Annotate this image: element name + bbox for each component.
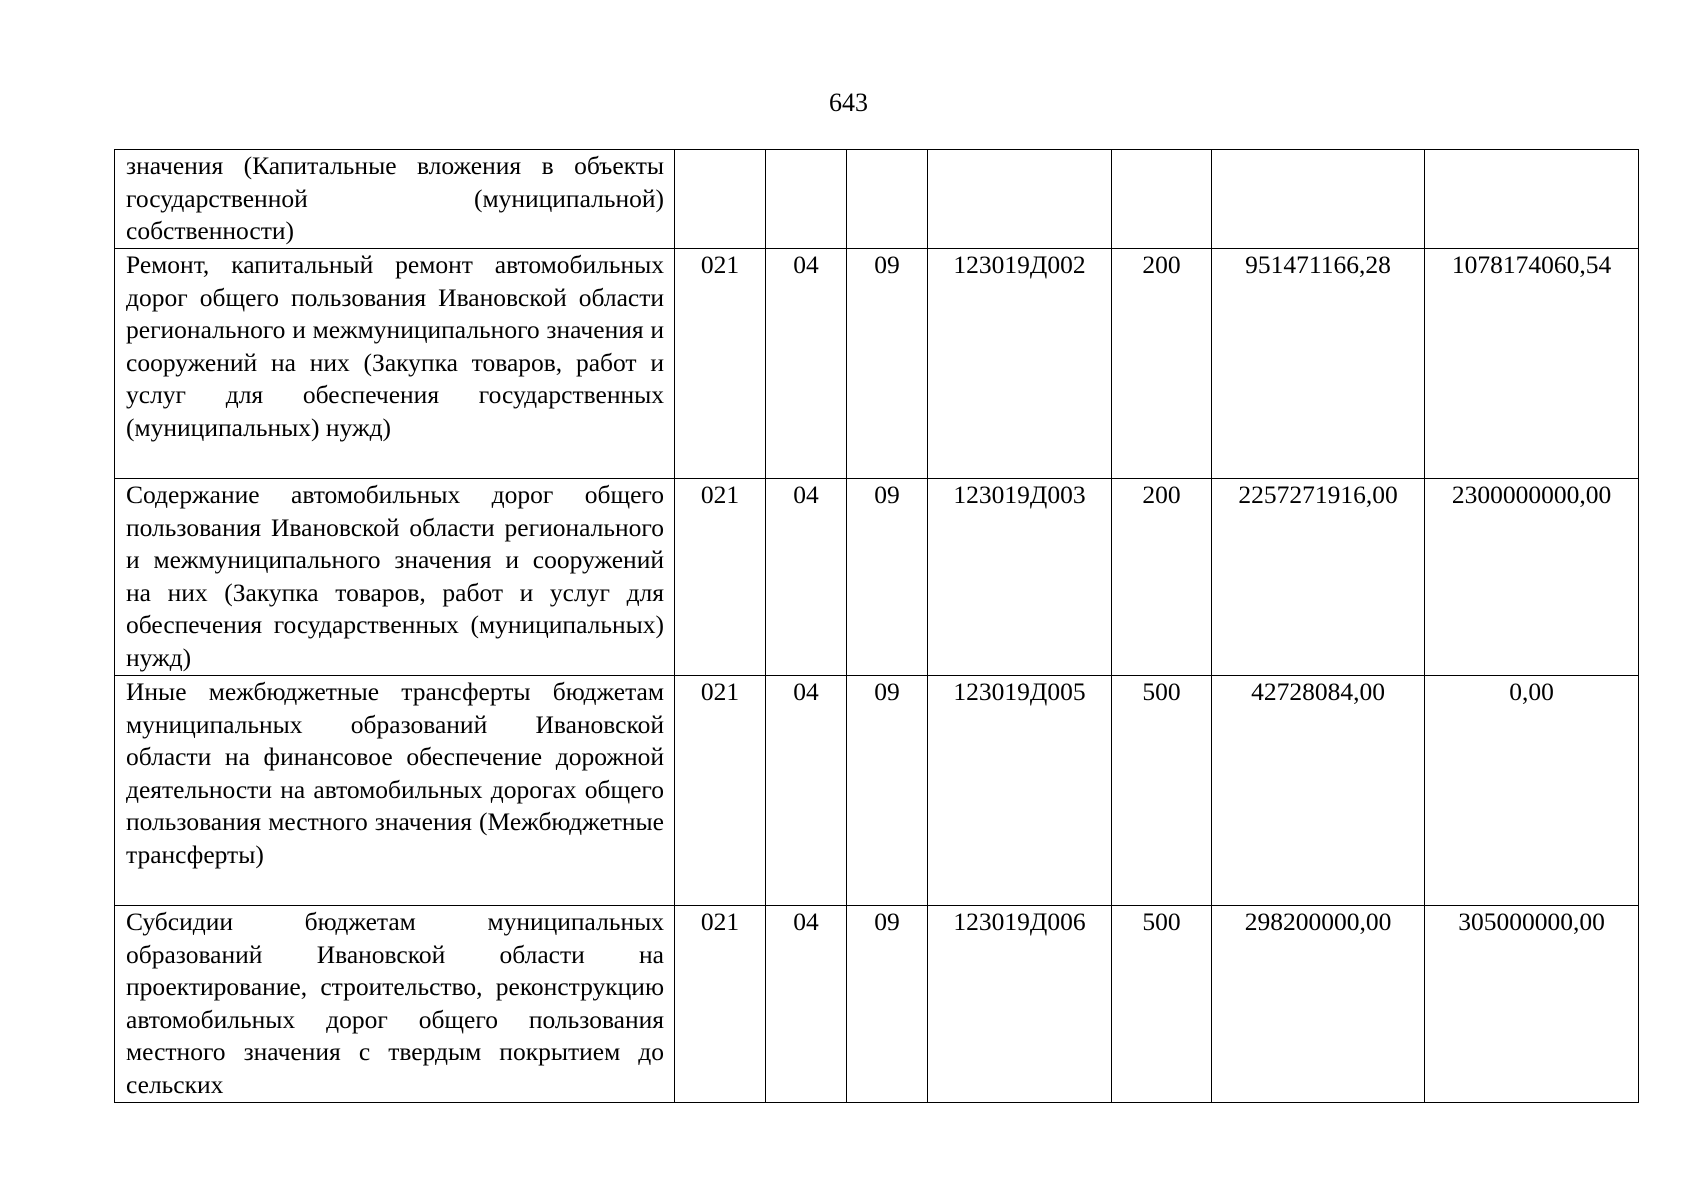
- cell-sum-1: 42728084,00: [1212, 676, 1425, 906]
- cell-rz: 04: [766, 479, 847, 676]
- cell-gr: [675, 150, 766, 249]
- cell-pr: 09: [847, 479, 928, 676]
- cell-sum-2: [1425, 150, 1639, 249]
- cell-csr: 123019Д005: [928, 676, 1112, 906]
- cell-csr: 123019Д003: [928, 479, 1112, 676]
- table-row: [115, 906, 1639, 1103]
- cell-rz: 04: [766, 676, 847, 906]
- table-row: [115, 676, 1639, 906]
- cell-csr: 123019Д002: [928, 249, 1112, 479]
- table-row: [115, 249, 1639, 479]
- budget-table: [114, 149, 1639, 1103]
- cell-rz: [766, 150, 847, 249]
- row-description: значения (Капитальные вложения в объекты государственной (муниципальной) собственности): [115, 150, 675, 249]
- row-description: Ремонт, капитальный ремонт автомобильных дорог общего пользования Ивановской области регионального и межмуниципального значения и сооружений на них (Закупка товаров, работ и услуг для обеспечения государственных (муниципальных) нужд): [115, 249, 675, 479]
- cell-csr: 123019Д006: [928, 906, 1112, 1103]
- row-description: Содержание автомобильных дорог общего пользования Ивановской области регионального и межмуниципального значения и сооружений на них (Закупка товаров, работ и услуг для обеспечения государственных (муниципальных) нужд): [115, 479, 675, 676]
- cell-vr: [1112, 150, 1212, 249]
- row-description: Субсидии бюджетам муниципальных образований Ивановской области на проектирование, строительство, реконструкцию автомобильных дорог общего пользования местного значения с твердым покрытием до сельских: [115, 906, 675, 1103]
- cell-sum-2: 305000000,00: [1425, 906, 1639, 1103]
- cell-vr: 500: [1112, 676, 1212, 906]
- cell-pr: 09: [847, 676, 928, 906]
- table-row: [115, 479, 1639, 676]
- cell-gr: 021: [675, 906, 766, 1103]
- cell-gr: 021: [675, 249, 766, 479]
- cell-pr: [847, 150, 928, 249]
- cell-vr: 200: [1112, 479, 1212, 676]
- cell-vr: 500: [1112, 906, 1212, 1103]
- cell-sum-1: 298200000,00: [1212, 906, 1425, 1103]
- cell-sum-1: 951471166,28: [1212, 249, 1425, 479]
- cell-sum-2: 0,00: [1425, 676, 1639, 906]
- table-row: [115, 150, 1639, 249]
- cell-sum-2: 2300000000,00: [1425, 479, 1639, 676]
- cell-pr: 09: [847, 906, 928, 1103]
- cell-pr: 09: [847, 249, 928, 479]
- row-description: Иные межбюджетные трансферты бюджетам муниципальных образований Ивановской области на финансовое обеспечение дорожной деятельности на автомобильных дорогах общего пользования местного значения (Межбюджетные трансферты): [115, 676, 675, 906]
- cell-sum-1: 2257271916,00: [1212, 479, 1425, 676]
- cell-gr: 021: [675, 479, 766, 676]
- cell-sum-1: [1212, 150, 1425, 249]
- cell-rz: 04: [766, 249, 847, 479]
- cell-rz: 04: [766, 906, 847, 1103]
- cell-vr: 200: [1112, 249, 1212, 479]
- cell-gr: 021: [675, 676, 766, 906]
- cell-csr: [928, 150, 1112, 249]
- page-number: 643: [829, 88, 868, 117]
- cell-sum-2: 1078174060,54: [1425, 249, 1639, 479]
